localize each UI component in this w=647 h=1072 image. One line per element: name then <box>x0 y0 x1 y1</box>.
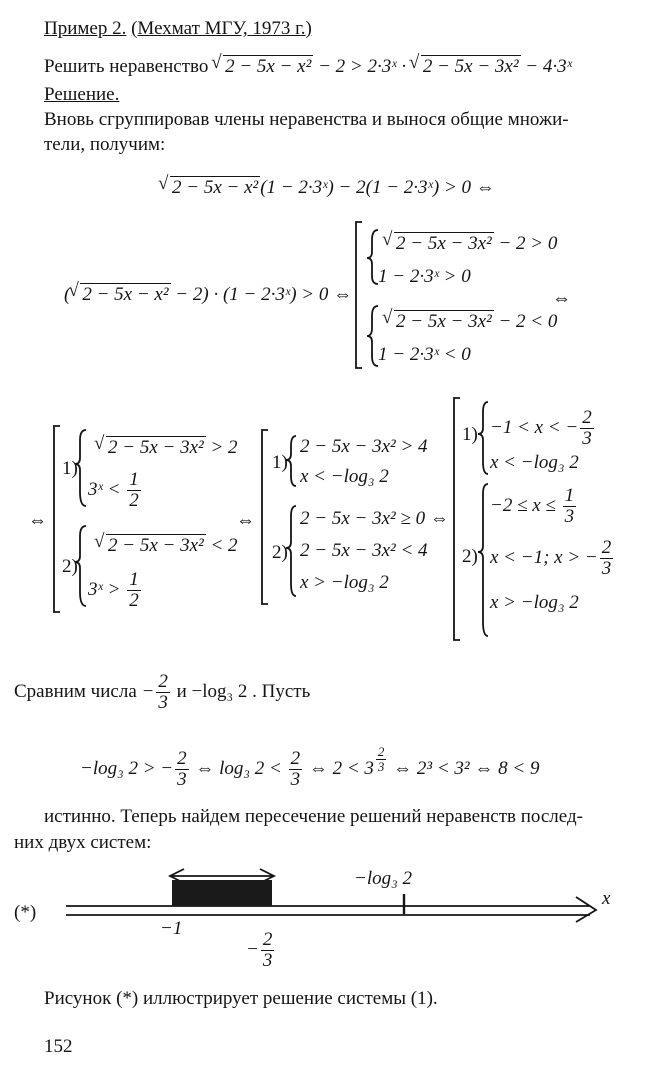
b5-label-1: 1) <box>462 424 478 445</box>
solution-interval-shading <box>172 880 272 906</box>
chain-den-1: 3 <box>177 769 187 791</box>
b3-label-2: 2) <box>62 556 78 577</box>
axis-arrowhead <box>576 897 596 922</box>
b5-c2-c: x > −log₃ 2 <box>490 592 579 613</box>
b3-label-1: 1) <box>62 458 78 479</box>
task-end: − 4·3ˣ <box>520 56 572 77</box>
sys-b-rest: − 2 < 0 <box>493 311 558 332</box>
figure-marker: (*) <box>14 902 37 923</box>
equiv-left: ⇔ <box>28 510 47 531</box>
system-b-line-2: 1 − 2·3ˣ < 0 <box>378 344 471 365</box>
b5-c2-b-num: 2 <box>601 537 612 558</box>
brace-b4-c2 <box>286 506 296 596</box>
chain-c: ⇔ 2 < 3 <box>308 758 374 779</box>
intro-line-1: Вновь сгруппировав члены неравенства и вынося общие множи- <box>44 109 569 130</box>
b4-c2-a: 2 − 5x − 3x² ≥ 0 ⇔ <box>300 508 449 529</box>
compare-mid: и −log₃ 2 . Пусть <box>176 680 311 702</box>
b3-c1-rest: > 2 <box>205 437 238 458</box>
b5-c1-den: 3 <box>582 427 592 449</box>
b5-c2-b-left: x < −1; x > − <box>490 546 598 568</box>
b5-c2-b-den: 3 <box>601 557 612 579</box>
b5-label-2: 2) <box>462 546 478 567</box>
brace-sys-b <box>367 306 378 366</box>
fig-frac-num: 2 <box>262 929 273 950</box>
brace-b5-c2 <box>478 484 488 636</box>
b3-c2-sqrt: √ 2 − 5x − 3x² <box>106 534 206 557</box>
true-line-1: истинно. Теперь найдем пересечение решений неравенств послед- <box>44 806 583 827</box>
chain-a: −log₃ 2 > − <box>80 758 174 779</box>
eq1-sqrt: √ 2 − 5x − x² <box>170 176 260 199</box>
frac-minus: − <box>246 938 259 960</box>
task-prefix: Решить неравенство <box>44 56 209 77</box>
b3-c1-num: 1 <box>129 469 139 490</box>
compare-left: Сравним числа <box>14 680 137 702</box>
b3-c2-num: 1 <box>129 569 139 590</box>
chain-exp-num: 2 <box>377 744 385 759</box>
compare-den: 3 <box>158 691 168 713</box>
system-a-line-2: 1 − 2·3ˣ > 0 <box>378 266 471 287</box>
equiv-mid: ⇔ <box>236 510 255 531</box>
b5-c2-a-left: −2 ≤ x ≤ <box>490 494 556 516</box>
axis-x-label: x <box>602 888 611 909</box>
figure-caption: Рисунок (*) иллюстрирует решение системы (1). <box>44 988 438 1009</box>
b4-label-1: 1) <box>272 452 288 473</box>
sys-a-sqrt: √ 2 − 5x − 3x² <box>394 232 494 255</box>
true-line-2: них двух систем: <box>14 832 152 853</box>
brace-b5-c1 <box>478 402 488 474</box>
compare-minus: − <box>141 680 155 702</box>
chain-num-1: 2 <box>177 748 187 770</box>
task-sqrt-2: √ 2 − 5x − 3x² <box>421 55 521 78</box>
brace-b4-c1 <box>286 436 296 486</box>
eq2-rest: − 2) · (1 − 2·3ˣ) > 0 ⇔ <box>170 284 353 305</box>
compare-num: 2 <box>158 671 168 692</box>
b5-c1-a-left: −1 < x < − <box>490 416 579 438</box>
b4-c1-b: x < −log₃ 2 <box>300 466 389 487</box>
b3-c2-rest: < 2 <box>205 535 238 556</box>
example-source: (Мехмат МГУ, 1973 г.) <box>131 18 312 39</box>
bracket-b3 <box>54 426 60 612</box>
eq2-open: ( <box>64 284 71 305</box>
task-mid: − 2 > 2·3ˣ · <box>313 56 407 77</box>
b4-c2-b: 2 − 5x − 3x² < 4 <box>300 540 428 561</box>
b3-c1-den: 2 <box>129 489 139 511</box>
eq2-sqrt: √ 2 − 5x − x² <box>80 283 170 306</box>
bracket-b5 <box>454 398 460 640</box>
b5-c1-b: x < −log₃ 2 <box>490 452 579 473</box>
fig-frac-den: 3 <box>262 949 273 971</box>
b3-c2-b-left: 3ˣ > <box>88 578 121 600</box>
brace-sys-a <box>367 230 378 284</box>
eq1-rest: (1 − 2·3ˣ) − 2(1 − 2·3ˣ) > 0 ⇔ <box>260 177 495 198</box>
page-number: 152 <box>44 1036 73 1057</box>
bracket-b4 <box>262 430 268 604</box>
b5-c2-a-num: 1 <box>564 485 575 506</box>
b3-c1-sqrt: √ 2 − 5x − 3x² <box>106 436 206 459</box>
b4-c2-c: x > −log₃ 2 <box>300 572 389 593</box>
b5-c1-num: 2 <box>582 407 592 428</box>
chain-d: ⇔ 2³ < 3² ⇔ 8 < 9 <box>393 758 540 779</box>
brace-b3-c1 <box>75 430 86 506</box>
b4-c1-a: 2 − 5x − 3x² > 4 <box>300 436 428 457</box>
b5-c2-a-den: 3 <box>564 505 575 527</box>
example-label: Пример 2. <box>44 18 127 39</box>
chain-b: ⇔ log₃ 2 < <box>195 758 282 779</box>
minus-one-label: −1 <box>160 918 183 939</box>
b3-c2-den: 2 <box>129 589 139 611</box>
task-sqrt-1: √ 2 − 5x − x² <box>223 55 313 78</box>
chain-num-2: 2 <box>290 748 301 770</box>
b3-c1-b-left: 3ˣ < <box>88 478 121 500</box>
bracket-sys-outer <box>356 222 362 368</box>
equiv-right: ⇔ <box>552 288 571 309</box>
chain-den-2: 3 <box>290 769 301 791</box>
brace-b3-c2 <box>75 526 86 606</box>
chain-exp-den: 3 <box>377 758 385 774</box>
log-label: −log₃ 2 <box>354 868 412 889</box>
sys-a-rest: − 2 > 0 <box>493 233 558 254</box>
sys-b-sqrt: √ 2 − 5x − 3x² <box>394 310 494 333</box>
solution-heading: Решение. <box>44 84 120 105</box>
intro-line-2: тели, получим: <box>44 134 166 155</box>
b4-label-2: 2) <box>272 542 288 563</box>
